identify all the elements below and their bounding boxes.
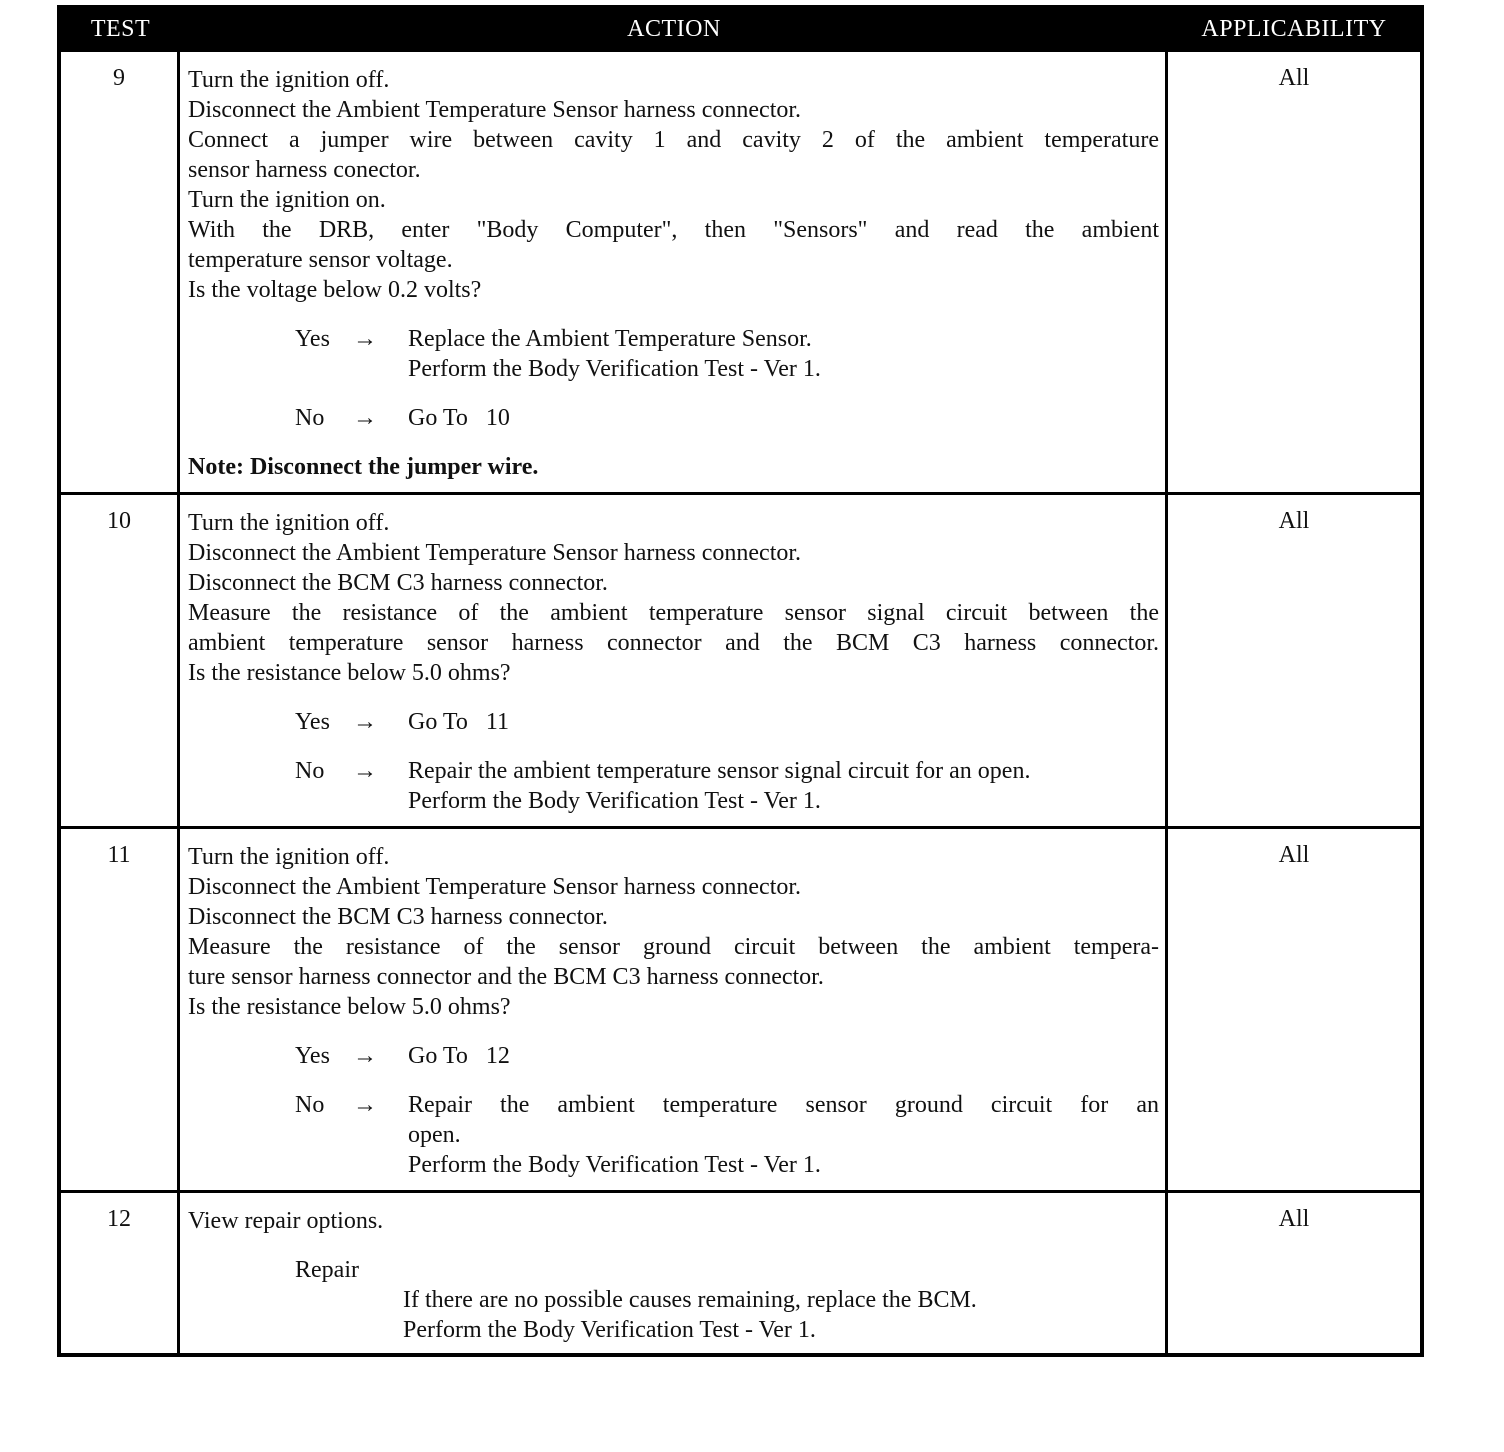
option-line: Perform the Body Verification Test - Ver 1. [408,788,821,814]
option-line: open. [408,1122,461,1148]
yes-option [188,1041,1159,1071]
header-test: TEST [90,15,151,42]
action-line: temperature sensor voltage. [188,247,453,273]
action-line: Is the resistance below 5.0 ohms? [188,994,511,1020]
arrow-right-icon: → [353,1043,377,1069]
action-line: Measure the resistance of the ambient temperature sensor signal circuit between the [188,600,1159,626]
action-line: Turn the ignition on. [188,187,386,213]
test-number: 12 [61,1193,180,1353]
arrow-right-icon: → [353,326,377,352]
option-line: Perform the Body Verification Test - Ver 1. [408,1152,821,1178]
option-line: Go To 12 [408,1043,510,1069]
action-line: Turn the ignition off. [188,510,390,536]
action-line: Is the voltage below 0.2 volts? [188,277,482,303]
applicability: All [1278,842,1310,868]
applicability: All [1278,65,1310,91]
repair-option [188,1255,1159,1345]
yes-label: Yes [295,1043,330,1069]
yes-label: Yes [295,709,330,735]
applicability: All [1278,508,1310,534]
action-line: ambient temperature sensor harness connector and the BCM C3 harness connector. [188,630,1159,656]
test-number: 10 [61,495,180,826]
table-header [61,9,1420,49]
yes-label: Yes [295,326,330,352]
no-option [188,756,1159,816]
action-line: sensor harness conector. [188,157,421,183]
table-row [61,492,1420,826]
no-option [188,1090,1159,1180]
action-line: Turn the ignition off. [188,844,390,870]
table-row [61,826,1420,1190]
yes-option [188,324,1159,384]
arrow-right-icon: → [353,1092,377,1118]
arrow-right-icon: → [353,709,377,735]
option-line: Repair the ambient temperature sensor signal circuit for an open. [408,758,1031,784]
action-line: Disconnect the BCM C3 harness connector. [188,904,608,930]
no-label: No [295,1092,325,1118]
action-line: Disconnect the Ambient Temperature Sensor harness connector. [188,540,802,566]
table-row [61,49,1420,492]
action-line: With the DRB, enter "Body Computer", then "Sensors" and read the ambient [188,217,1159,243]
action-line: Turn the ignition off. [188,67,390,93]
action-cell [180,829,1168,1190]
action-line: Disconnect the Ambient Temperature Sensor harness connector. [188,97,802,123]
action-cell [180,495,1168,826]
table-row [61,1190,1420,1353]
action-line: Disconnect the BCM C3 harness connector. [188,570,608,596]
action-line: Disconnect the Ambient Temperature Sensor harness connector. [188,874,802,900]
no-option [188,403,1159,433]
yes-option [188,707,1159,737]
test-number: 9 [61,52,180,492]
header-applicability: APPLICABILITY [1201,15,1387,42]
arrow-right-icon: → [353,405,377,431]
test-number: 11 [61,829,180,1190]
note: Note: Disconnect the jumper wire. [188,454,539,480]
option-line: Go To 11 [408,709,509,735]
applicability: All [1278,1206,1310,1232]
option-line: Repair the ambient temperature sensor ground circuit for an [408,1092,1159,1118]
no-label: No [295,405,325,431]
action-cell [180,52,1168,492]
option-line: Perform the Body Verification Test - Ver 1. [408,356,821,382]
option-line: Replace the Ambient Temperature Sensor. [408,326,812,352]
action-line: View repair options. [188,1208,384,1234]
repair-line: Perform the Body Verification Test - Ver 1. [403,1317,816,1343]
repair-label: Repair [295,1257,359,1283]
action-cell [180,1193,1168,1353]
no-label: No [295,758,325,784]
arrow-right-icon: → [353,758,377,784]
repair-line: If there are no possible causes remaining, replace the BCM. [403,1287,977,1313]
action-line: ture sensor harness connector and the BCM C3 harness connector. [188,964,824,990]
action-line: Measure the resistance of the sensor ground circuit between the ambient tempera- [188,934,1159,960]
action-line: Connect a jumper wire between cavity 1 and cavity 2 of the ambient temperature [188,127,1159,153]
action-line: Is the resistance below 5.0 ohms? [188,660,511,686]
diagnostic-test-table [57,5,1424,1357]
header-action: ACTION [627,15,721,42]
option-line: Go To 10 [408,405,510,431]
